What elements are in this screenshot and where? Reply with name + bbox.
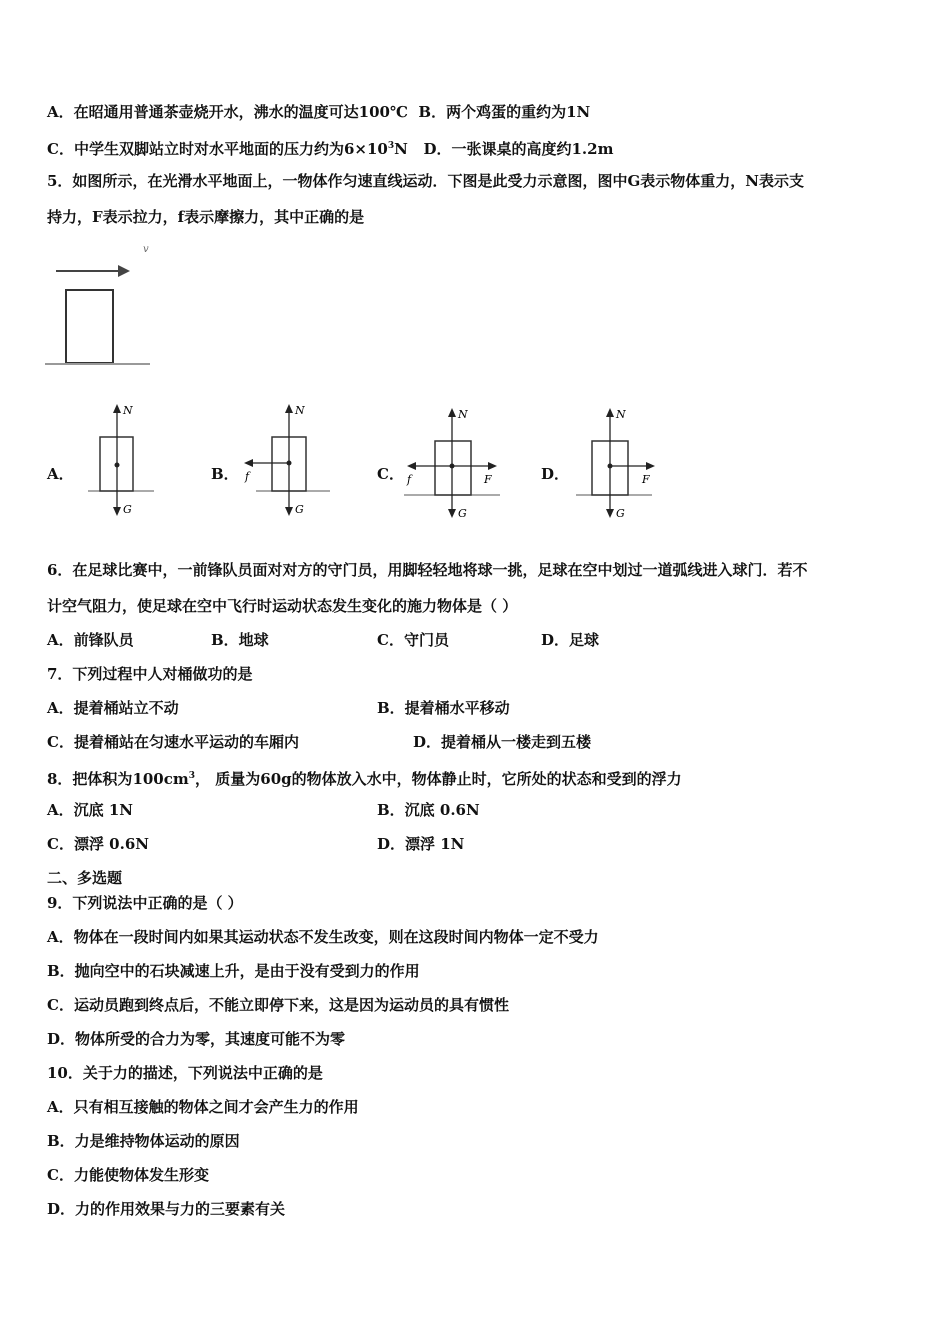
- q6-option-c: C．守门员: [377, 631, 449, 649]
- q6-stem-line1: 6．在足球比赛中，一前锋队员面对对方的守门员，用脚轻轻地将球一挑，足球在空中划过一道弧线进入球门．若不: [47, 561, 808, 579]
- support-force-arrowhead: [448, 408, 456, 417]
- q4-options-cd: [47, 136, 613, 159]
- q8-option-d: D．漂浮 1N: [377, 835, 465, 853]
- q10-option-c: C．力能使物体发生形变: [47, 1166, 209, 1184]
- q6-stem-line2: 计空气阻力，使足球在空中飞行时运动状态发生变化的施力物体是（ ）: [47, 597, 518, 615]
- gravity-arrowhead: [285, 507, 293, 516]
- n-label: N: [123, 404, 133, 417]
- q4-option-b: B．两个鸡蛋的重约为1N: [418, 103, 591, 121]
- support-force-arrowhead: [285, 404, 293, 413]
- g-label: G: [123, 503, 132, 516]
- q5-option-a-label: A．: [47, 465, 74, 483]
- q7-option-d: D．提着桶从一楼走到五楼: [413, 733, 592, 751]
- pull-force-label: F: [642, 473, 650, 486]
- support-force-arrowhead: [113, 404, 121, 413]
- q9-stem: 9．下列说法中正确的是（ ）: [47, 894, 243, 912]
- q5-diagram-d: [570, 400, 665, 525]
- gravity-arrowhead: [606, 509, 614, 518]
- object-block: [66, 290, 113, 363]
- q5-option-d-label: D．: [541, 465, 570, 483]
- q9-option-b: B．抛向空中的石块减速上升，是由于没有受到力的作用: [47, 962, 420, 980]
- q9-option-c: C．运动员跑到终点后，不能立即停下来，这是因为运动员的具有惯性: [47, 996, 509, 1014]
- q5-diagram-a: [82, 400, 162, 525]
- q7-stem: 7．下列过程中人对桶做功的是: [47, 665, 253, 683]
- n-label: N: [458, 408, 468, 421]
- q9-option-d: D．物体所受的合力为零，其速度可能不为零: [47, 1030, 346, 1048]
- q4-options-ab: [47, 102, 590, 122]
- pull-force-arrowhead: [488, 462, 497, 470]
- g-label: G: [295, 503, 304, 516]
- q5-stem-line2: 持力，F表示拉力，f表示摩擦力，其中正确的是: [47, 208, 365, 226]
- q4-option-d: D．一张课桌的高度约1.2m: [423, 140, 614, 158]
- gravity-arrowhead: [448, 509, 456, 518]
- q5-option-c-label: C．: [377, 465, 404, 483]
- q8-option-a: A．沉底 1N: [47, 801, 134, 819]
- q7-option-c: C．提着桶站在匀速水平运动的车厢内: [47, 733, 299, 751]
- q8-stem: 8．把体积为$100cm^3$， 质量为60g的物体放入水中，物体静止时，它所处的状态和受到的浮力: [47, 770, 682, 788]
- friction-arrowhead: [407, 462, 416, 470]
- gravity-arrowhead: [113, 507, 121, 516]
- q9-option-a: A．物体在一段时间内如果其运动状态不发生改变，则在这段时间内物体一定不受力: [47, 928, 599, 946]
- q6-option-a: A．前锋队员: [47, 631, 134, 649]
- support-force-arrowhead: [606, 408, 614, 417]
- pull-force-label: F: [484, 473, 492, 486]
- q8-option-b: B．沉底 0.6N: [377, 801, 480, 819]
- velocity-arrowhead: [118, 265, 130, 277]
- q4-option-c: C．中学生双脚站立时对水平地面的压力约为$6\times 10^3N$: [47, 140, 408, 158]
- q7-option-a: A．提着桶站立不动: [47, 699, 179, 717]
- q5-stem-line1: 5．如图所示，在光滑水平地面上，一物体作匀速直线运动．下图是此受力示意图，图中G表示物体重力，N表示支: [47, 172, 804, 190]
- n-label: N: [295, 404, 305, 417]
- q10-option-d: D．力的作用效果与力的三要素有关: [47, 1200, 286, 1218]
- q7-option-b: B．提着桶水平移动: [377, 699, 510, 717]
- section-heading-multiple-choice: 二、多选题: [47, 869, 123, 887]
- q4-option-a: A．在昭通用普通茶壶烧开水，沸水的温度可达100℃: [47, 103, 408, 121]
- f-label: f: [407, 473, 412, 486]
- q5-diagram-c: [400, 400, 505, 525]
- g-label: G: [458, 507, 467, 520]
- pull-force-arrowhead: [646, 462, 655, 470]
- q6-option-b: B．地球: [211, 631, 269, 649]
- q10-option-a: A．只有相互接触的物体之间才会产生力的作用: [47, 1098, 359, 1116]
- f-label: f: [245, 470, 250, 483]
- q10-stem: 10．关于力的描述，下列说法中正确的是: [47, 1064, 323, 1082]
- n-label: N: [616, 408, 626, 421]
- q5-diagram-b: [240, 400, 335, 525]
- velocity-label: v: [143, 244, 149, 255]
- friction-arrowhead: [244, 459, 253, 467]
- q6-option-d: D．足球: [541, 631, 600, 649]
- q5-option-b-label: B．: [211, 465, 239, 483]
- q5-scene-figure: [40, 238, 170, 373]
- g-label: G: [616, 507, 625, 520]
- q8-option-c: C．漂浮 0.6N: [47, 835, 149, 853]
- q10-option-b: B．力是维持物体运动的原因: [47, 1132, 240, 1150]
